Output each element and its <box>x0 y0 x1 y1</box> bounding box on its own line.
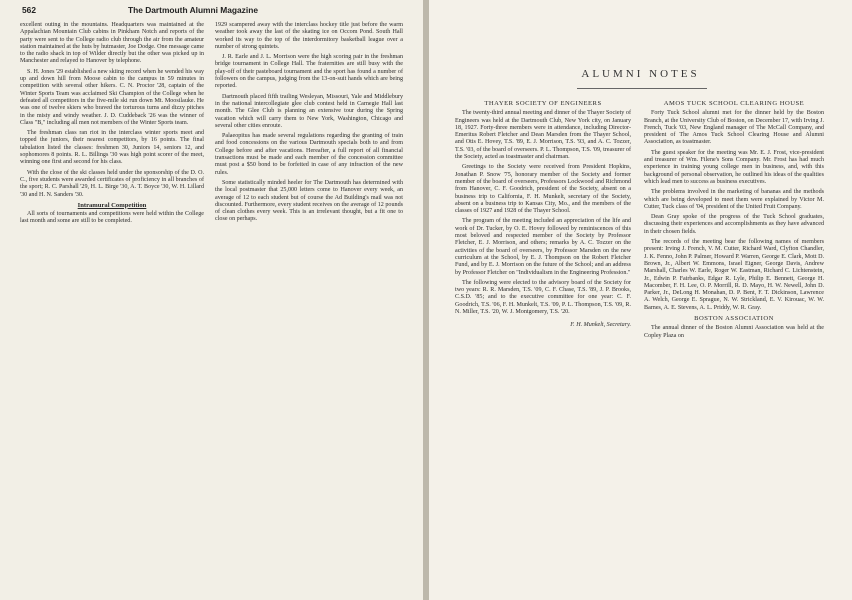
paragraph: The problems involved in the marketing of bananas and the methods which are being developed to meet them were explained by Victor M. Cutter, Tuck class of '04, president of the United Fruit Company. <box>644 189 824 210</box>
paragraph: excellent outing in the mountains. Headquarters was maintained at the Appalachian Mountain Club cabins in Pinkham Notch and reports of the party were sent to the College radio club through the air from the amateur station maintained at the huts by hutmaster, Joe Dodge. One message came to the radio shack in top of Wilder directly but the other was picked up in Manchester and relayed to Hanover by telephone. <box>20 22 204 65</box>
paragraph: The program of the meeting included an appreciation of the life and work of Dr. Tucker, by O. E. Hovey followed by reminiscences of this most beloved and respected member of the Society by Professor Fletcher, E. J. Morrison, and others; remarks by A. C. Tozzer on the activities of the board of overseers, by Professor Marsden on the new curriculum at the School, by E. J. Thompson on the Robert Fletcher Fund, and by E. J. Morrison on the future of the School; and an address by Professor Fletcher on "Individualism in the Engineering Profession." <box>455 218 631 276</box>
right-page-column-1 <box>455 98 631 333</box>
paragraph: All sorts of tournaments and competitions were held within the College last month and some are still to be completed. <box>20 211 204 225</box>
section-heading: AMOS TUCK SCHOOL CLEARING HOUSE <box>663 100 805 107</box>
running-head: The Dartmouth Alumni Magazine <box>128 5 258 15</box>
signature: F. H. Munkelt, Secretary. <box>570 322 631 329</box>
paragraph: The guest speaker for the meeting was Mr. E. J. Frost, vice-president and treasurer of Wm. Filene's Sons Company. Mr. Frost has had much experience in training young college men in business, and, with this background of personal observation, he outlined his ideas of the qualities which lead men to success as business executives. <box>644 149 824 185</box>
section-heading: Intramural Competition <box>77 201 147 209</box>
section-title: ALUMNI NOTES <box>581 68 700 80</box>
paragraph: The annual dinner of the Boston Alumni Association was held at the Copley Plaza on <box>644 325 824 339</box>
right-page <box>429 0 852 600</box>
paragraph: Some statistically minded heeler for The Dartmouth has determined with the local postmaster that 25,000 letters come to Hanover every week, an average of 12 to each student but of course the Ad Building's mail was not discounted. Furthermore, every student receives on the average of 12 pounds of clean clothes every week. This is an irrelevant thought, but a fit one to close on perhaps. <box>215 179 403 223</box>
section-heading: BOSTON ASSOCIATION <box>694 315 774 323</box>
paragraph: Forty Tuck School alumni met for the dinner held by the Boston Branch, at the University Club of Boston, on December 17, with Irving J. French, Tuck '03, New England manager of The McCall Company, and president of The Amos Tuck School Clearing House and Alumni Association, as toastmaster. <box>644 110 824 146</box>
paragraph: S. H. Jones '29 established a new skiing record when he wended his way up and down hill from Moose cabin to the campus in 59 minutes in competition with several other hikers. C. N. Proctor '28, captain of the Winter Sports Team was acclaimed Ski Champion of the College when he defeated all competitors in the five-mile ski run down Mt. Moosilauke. He was one of twelve skiers who braved the torturous turns and dizzy pitches in the misty and windy weather. J. D. Cuddeback '26 was the winner of Class "B," including all men not members of the Winter Sports team. <box>20 68 204 126</box>
title-rule <box>577 88 707 89</box>
paragraph: The twenty-third annual meeting and dinner of the Thayer Society of Engineers was held at the Dartmouth Club, New York city, on January 18, 1927. Forty-three members were in attendance, including Director-Emeritus Robert Fletcher and Dean Marsden from the Thayer School, and Otis E. Hovey, T.S. '89, E. J. Morrison, T.S. '93, and A. C. Tozzer, T.S. '03, of the board of overseers. P. L. Thompson, T.S. '09, treasurer of the Society, acted as toastmaster and chairman. <box>455 110 631 161</box>
paragraph: Greetings to the Society were received from President Hopkins, Jonathan P. Snow '75, honorary member of the Society and former member of the board of overseers, Professors Lockwood and Richmond from Hanover, C. F. Goodrich, president of the Society, absent on a business trip to California, F. H. Munkelt, secretary of the Society, absent on a business trip to Kansas City, Mo., and the members of the classes of 1927 and 1928 of the Thayer School. <box>455 164 631 215</box>
right-page-column-2 <box>644 98 824 343</box>
paragraph: J. R. Earle and J. L. Morrison were the high scoring pair in the freshman bridge tournament in College Hall. The fraternities are still busy with the play-off of their pasteboard tournament and the sport has found a number of followers on the campus, judging from the 13-on-suit hands which are being reported. <box>215 54 403 90</box>
paragraph: The freshman class ran riot in the interclass winter sports meet and topped the juniors, their nearest competitors, by 16 points. The final tabulation listed the classes: freshmen 30, Juniors 14, seniors 12, and sophomores 8 points. R. L. Billings '30 was high point scorer of the meet, winning one first and second for his class. <box>20 130 204 166</box>
paragraph: The following were elected to the advisory board of the Society for two years: R. R. Marsden, T.S. '09, C. F. Chase, T.S. '89, J. P. Brooks, C.S.D. '85; and to the executive committee for one year: C. F. Goodrich, T.S. '06, F. H. Munkelt, T.S. '09, P. L. Thompson, T.S. '09, R. N. Miller, T.S. '20, W. J. Montgomery, T.S. '20. <box>455 279 631 316</box>
left-page-column-1 <box>20 22 204 229</box>
section-heading: THAYER SOCIETY OF ENGINEERS <box>484 100 602 107</box>
paragraph: Palaeopitus has made several regulations regarding the granting of train and food concessions on the various Dartmouth specials both to and from College before and after vacations. Hereafter, a full report of all financial transactions must be made and each member of the concession committee must post a $50 bond to be forfeited in case of any infraction of the new rules. <box>215 133 403 176</box>
paragraph: 1929 scampered away with the interclass hockey title just before the warm weather took away the last of the skating ice on Occom Pond. South Hall worked its way to the top of the interdormitory basketball league over a number of strong quintets. <box>215 22 403 50</box>
left-page-column-2 <box>215 22 403 227</box>
left-page <box>0 0 423 600</box>
paragraph: Dean Gray spoke of the progress of the Tuck School graduates, discussing their experiences and accomplishments as they have advanced in their chosen fields. <box>644 214 824 235</box>
paragraph: With the close of the ski classes held under the sponsorship of the D. O. C., five students were awarded certificates of proficiency in all branches of the sport; R. C. Parshall '29, H. L. Birge '30, A. T. Boyce '30, W. H. Lillard '30 and H. N. Sanders '30. <box>20 169 204 198</box>
page-number: 562 <box>22 5 36 15</box>
paragraph: Dartmouth placed fifth trailing Wesleyan, Missouri, Yale and Middlebury in the national intercollegiate glee club contest held in Carnegie Hall last month. The Glee Club is planning an extensive tour during the Spring vacation which will carry them to New York, Washington, Chicago and several other cities enroute. <box>215 93 403 129</box>
paragraph: The records of the meeting bear the following names of members present: Irving J. French, V. M. Cutter, Richard Ward, Clyfton Chandler, J. K. Fenno, John P. Palmer, Howard P. Warren, George E. Clark, Mott D. Brown, Jr., Albert W. Emmons, Israel Eigner, George Davis, Andrew Marshall, Charles W. Earle, Roger W. Eastman, Richard C. Lichtenstein, Jr., Edwin P. Fairbanks, Edgar R. Lyle, Philip E. Bennett, George H. Macomber, F. H. Lee, O. P. Morrill, R. D. Mayo, H. W. Newell, John D. Parker, Jr., DeLong H. Monahan, D. P. Bent, F. T. Dickinson, Lawrence A. Welch, George E. Sprague, N. W. Strickland, E. V. Kirouac, W. W. Barnes, A. E. Stevens, A. L. Priddy, W. R. Gray. <box>644 239 824 311</box>
